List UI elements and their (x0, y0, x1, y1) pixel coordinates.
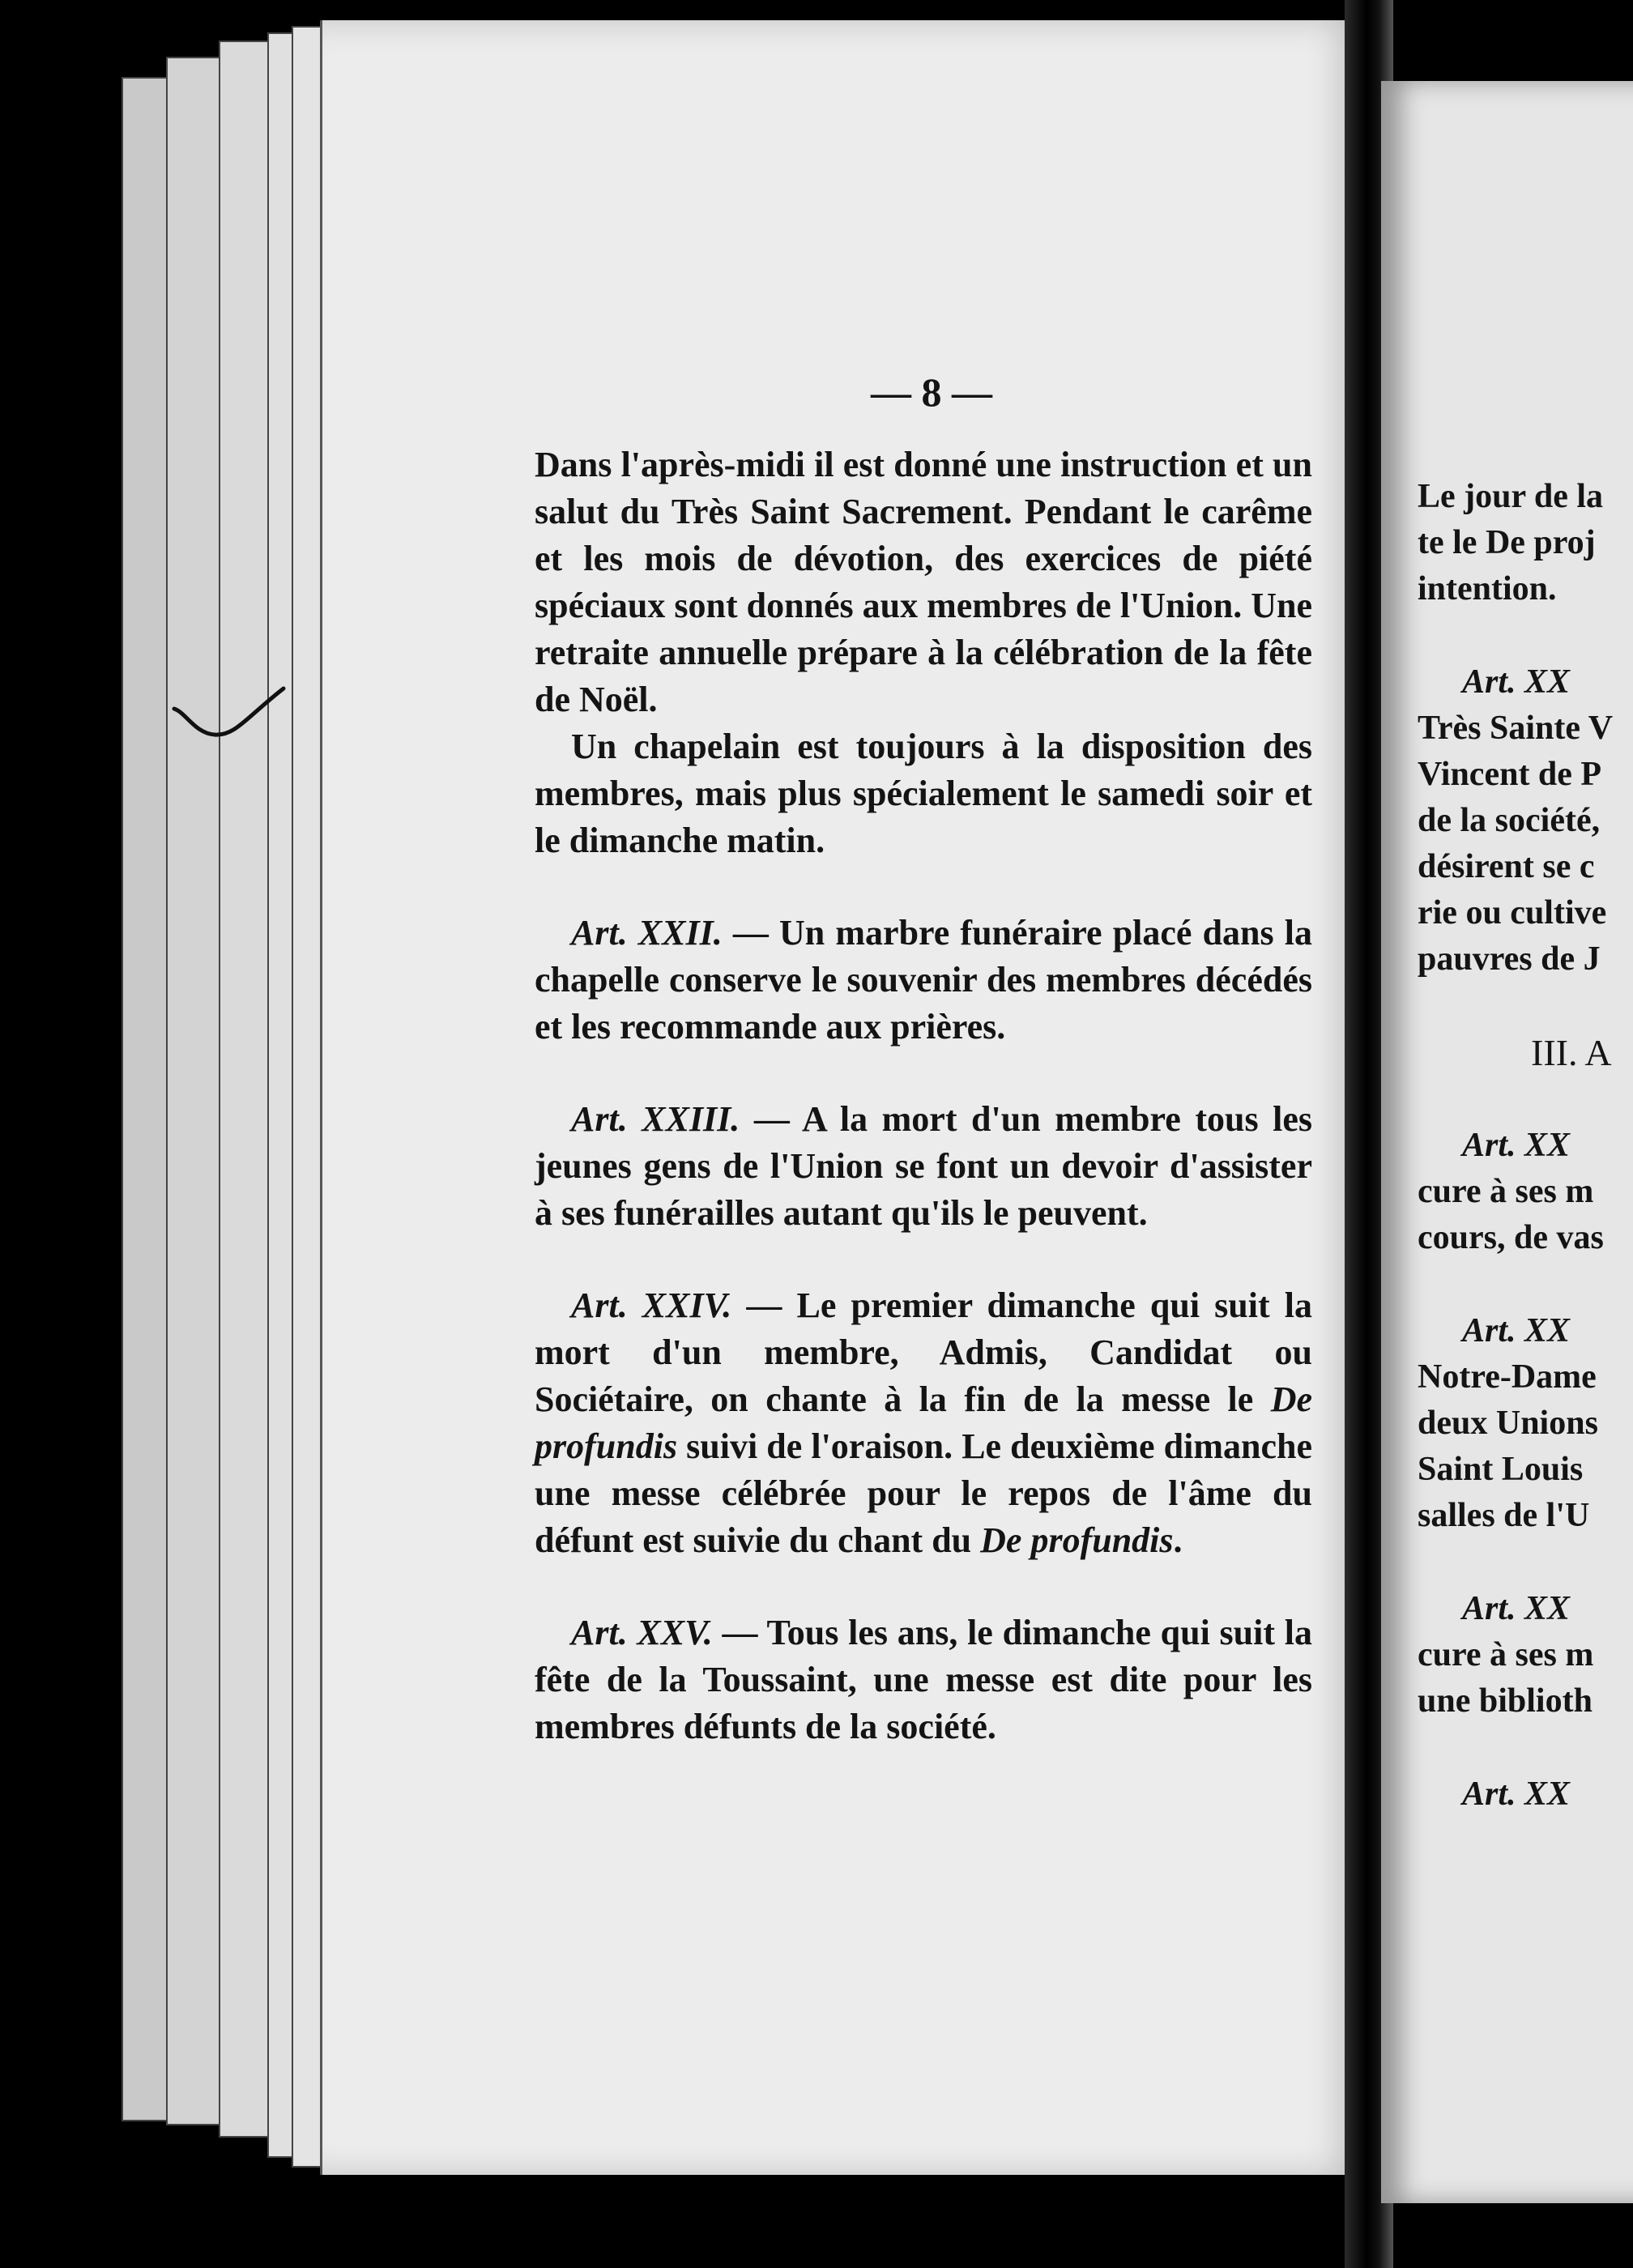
text-line: de la société, (1418, 802, 1601, 839)
text-line: cure à ses m (1418, 1636, 1594, 1673)
text-line: salles de l'U (1418, 1497, 1590, 1534)
article-text: suivi de l'oraison. Le deuxième dimanche une messe célébrée pour le repos de l'âme du défunt est suivie du chant du (535, 1426, 1312, 1560)
article-label: Art. XX (1462, 1590, 1571, 1627)
text-line: Le jour de la (1418, 478, 1604, 515)
paragraph-chapelain: Un chapelain est toujours à la disposition des membres, mais plus spécialement le samedi soir et le dimanche matin. (535, 727, 1312, 860)
article-label: Art. XX (1462, 663, 1571, 701)
text-line: deux Unions (1418, 1405, 1598, 1442)
paragraph-instruction: Dans l'après-midi il est donné une instruction et un salut du Très Saint Sacrement. Pendant le carême et les mois de dévotion, des exercices de piété spéciaux sont donnés aux membres de l'Union. Une retraite annuelle prépare à la célébration de la fête de Noël. (535, 445, 1312, 719)
article-text: — Tous les ans, le dimanche qui suit la fête de la Toussaint, une messe est dite pour les membres défunts de la société. (535, 1613, 1312, 1746)
right-page-text (1418, 474, 1633, 1818)
article-xxv (535, 1609, 1312, 1750)
text-line: Très Sainte V (1418, 710, 1614, 747)
text-line: intention. (1418, 570, 1557, 608)
text-line: une biblioth (1418, 1682, 1592, 1720)
article-text: — Le premier dimanche qui suit la mort d'un membre, Admis, Candidat ou Sociétaire, on chante à la fin de la messe le (535, 1285, 1312, 1419)
text-line: Vincent de P (1418, 756, 1602, 793)
text-line: rie ou cultive (1418, 894, 1607, 932)
left-page-text (535, 441, 1312, 1750)
handwritten-mark-icon (170, 684, 292, 757)
article-label: Art. XXIV. (571, 1285, 732, 1325)
latin-phrase: De profundis (980, 1520, 1174, 1560)
article-label: Art. XX (1462, 1776, 1571, 1813)
article-text: — A la mort d'un membre tous les jeunes gens de l'Union se font un devoir d'assister à ses funérailles autant qu'ils le peuvent. (535, 1099, 1312, 1233)
article-label: Art. XX (1462, 1127, 1571, 1164)
article-xxiii (535, 1096, 1312, 1237)
text-line: désirent se c (1418, 848, 1595, 885)
text-line: Notre-Dame (1418, 1358, 1597, 1396)
article-label: Art. XXII. (571, 913, 723, 953)
article-text: — Un marbre funéraire placé dans la chapelle conserve le souvenir des membres décédés et les recommande aux prières. (535, 913, 1312, 1047)
text-line: cure à ses m (1418, 1173, 1594, 1210)
page-number: — 8 — (871, 369, 992, 415)
text-line: Saint Louis (1418, 1451, 1584, 1488)
article-label: Art. XX (1462, 1312, 1571, 1349)
article-xxiv (535, 1282, 1312, 1564)
article-xxii (535, 910, 1312, 1051)
latin-phrase: De profundis (535, 1379, 1312, 1466)
text-line: cours, de vas (1418, 1219, 1604, 1256)
text-line: pauvres de J (1418, 940, 1601, 978)
section-heading: III. A (1531, 1032, 1612, 1073)
text-line: te le De proj (1418, 524, 1596, 561)
article-text: . (1173, 1520, 1183, 1560)
article-label: Art. XXV. (571, 1613, 713, 1652)
article-label: Art. XXIII. (571, 1099, 740, 1139)
